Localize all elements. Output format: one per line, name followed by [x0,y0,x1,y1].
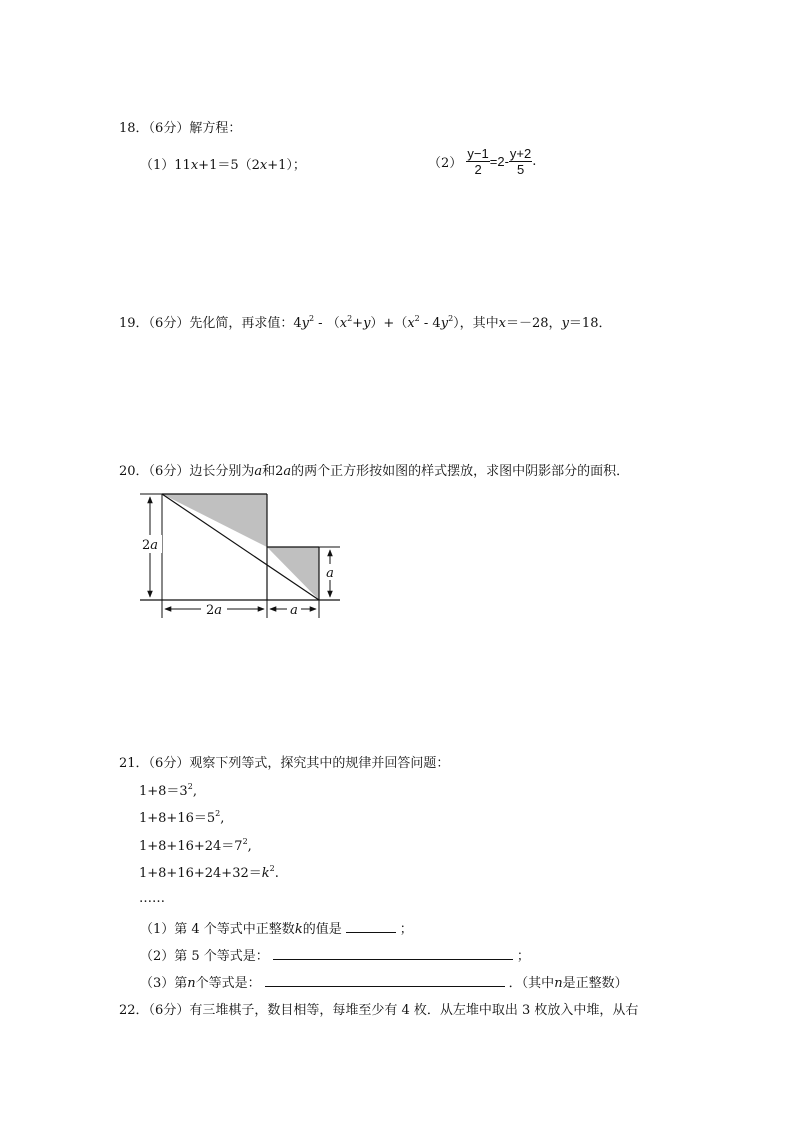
q18-p1-rest: +1＝5（2 [198,158,260,173]
q21-eq2-tail: , [220,811,225,826]
q18-fraction-2 [509,146,532,177]
q18-part2 [428,146,536,177]
q21-sub3 [140,974,628,993]
q20-s2: 和2 [262,464,284,479]
q21-eq3-text: 1+8+16+24＝7 [139,839,243,854]
q19-s3: + [352,316,364,331]
q21-eq3-tail: , [247,839,252,854]
q20-a1: a [254,464,263,479]
q21-eq1-text: 1+8＝3 [139,784,188,799]
q19-s8: ＝18． [568,316,612,331]
q21-eq4-var: k [261,866,270,881]
q18-frac1-denominator: 2 [474,162,482,177]
q19-y3: y [440,316,449,331]
q22-header: 22．（6分）有三堆棋子，数目相等，每堆至少有 4 枚．从左堆中取出 3 枚放入中堆，从右 [119,1003,639,1018]
q19-exp2: 2 [347,314,353,323]
q19-s6: ），其中 [453,316,499,331]
label-right-small: a [326,566,334,581]
q18-part1 [140,157,306,175]
q18-p2-tail: . [532,154,537,169]
q18-frac2-numerator: y+2 [509,146,532,161]
q19-line [119,315,611,333]
label-left-var: a [150,538,159,553]
q21-eq1-tail: , [192,784,197,799]
q21-s1-tail: ； [399,922,413,937]
q20-figure [130,485,360,625]
q19-s4: ）+（ [370,316,408,331]
q20-lead: 20．（6分）边长分别为 [119,464,255,479]
q21-s3-var: n [187,976,196,991]
q21-ellipsis: …… [139,891,165,906]
q20-line [119,463,629,481]
q19-x1: x [339,316,348,331]
q18-p2-lead: （2） [428,156,463,171]
q21-s3-var2: n [554,976,563,991]
q19-y4: y [561,316,569,331]
q19-exp4: 2 [448,314,454,323]
q21-s3-answer-blank[interactable] [265,974,505,987]
label-bottom [206,603,222,618]
q21-s2-answer-blank[interactable] [273,947,513,960]
q20-s3: 的两个正方形按如图的样式摆放，求图中阴影部分的面积． [291,464,630,479]
q18-p1-tail: +1）； [267,158,306,173]
q19-y2: y [363,316,371,331]
q19-exp3: 2 [414,314,420,323]
q21-eq4 [139,865,279,883]
label-left [142,538,158,553]
q18-p1-var2: x [259,158,268,173]
q19-s7: ＝－28， [506,316,562,331]
q21-s2-lead: （2）第 5 个等式是： [140,949,269,964]
q21-s1-var: k [294,922,303,937]
q20-a2: a [283,464,292,479]
q21-eq3 [139,838,252,856]
label-left-num: 2 [141,538,151,553]
q21-eq2 [139,810,224,828]
q21-eq1 [139,783,197,801]
q18-p2-mid: =2- [489,154,509,169]
q21-s3-mid: 个等式是： [195,976,261,991]
label-bottom-var: a [214,603,223,618]
q21-s3-lead: （3）第 [140,976,188,991]
q21-sub1 [140,920,413,939]
q21-header: 21．（6分）观察下列等式，探究其中的规律并回答问题： [119,756,450,771]
q18-header: 18．（6分）解方程： [119,121,242,136]
q21-eq3-exp: 2 [242,837,248,846]
q21-eq4-tail: . [274,866,279,881]
q21-s1-lead: （1）第 4 个等式中正整数 [140,922,295,937]
q18-frac1-numerator: y−1 [467,146,489,161]
q21-s3-end: 是正整数） [562,976,628,991]
q19-y1: y [301,316,309,331]
q21-eq2-text: 1+8+16＝5 [139,811,216,826]
q21-eq1-exp: 2 [187,782,193,791]
q21-eq2-exp: 2 [215,809,221,818]
q18-p1-lead: （1）11 [140,158,191,173]
q19-s2: - （ [314,316,340,331]
q18-fraction-1 [466,146,489,177]
q21-sub2 [140,947,530,966]
label-bottom-num: 2 [205,603,215,618]
q21-s3-tail: ．（其中 [508,976,555,991]
shaded-triangle-small [267,547,319,600]
q19-x3: x [498,316,507,331]
shaded-triangle-large [162,494,267,547]
q19-lead: 19．（6分）先化简，再求值：4 [119,316,302,331]
q19-s5: - 4 [419,316,441,331]
q21-s1-answer-blank[interactable] [346,920,396,933]
q18-p1-var: x [190,158,199,173]
q19-x2: x [407,316,415,331]
q19-exp1: 2 [308,314,315,323]
q21-s1-rest: 的值是 [302,922,342,937]
label-bottom-small: a [290,603,298,618]
q21-eq4-text: 1+8+16+24+32＝ [139,866,262,881]
q21-s2-tail: ； [516,949,530,964]
q18-frac2-denominator: 5 [516,162,525,177]
q21-eq4-exp: 2 [269,864,275,873]
